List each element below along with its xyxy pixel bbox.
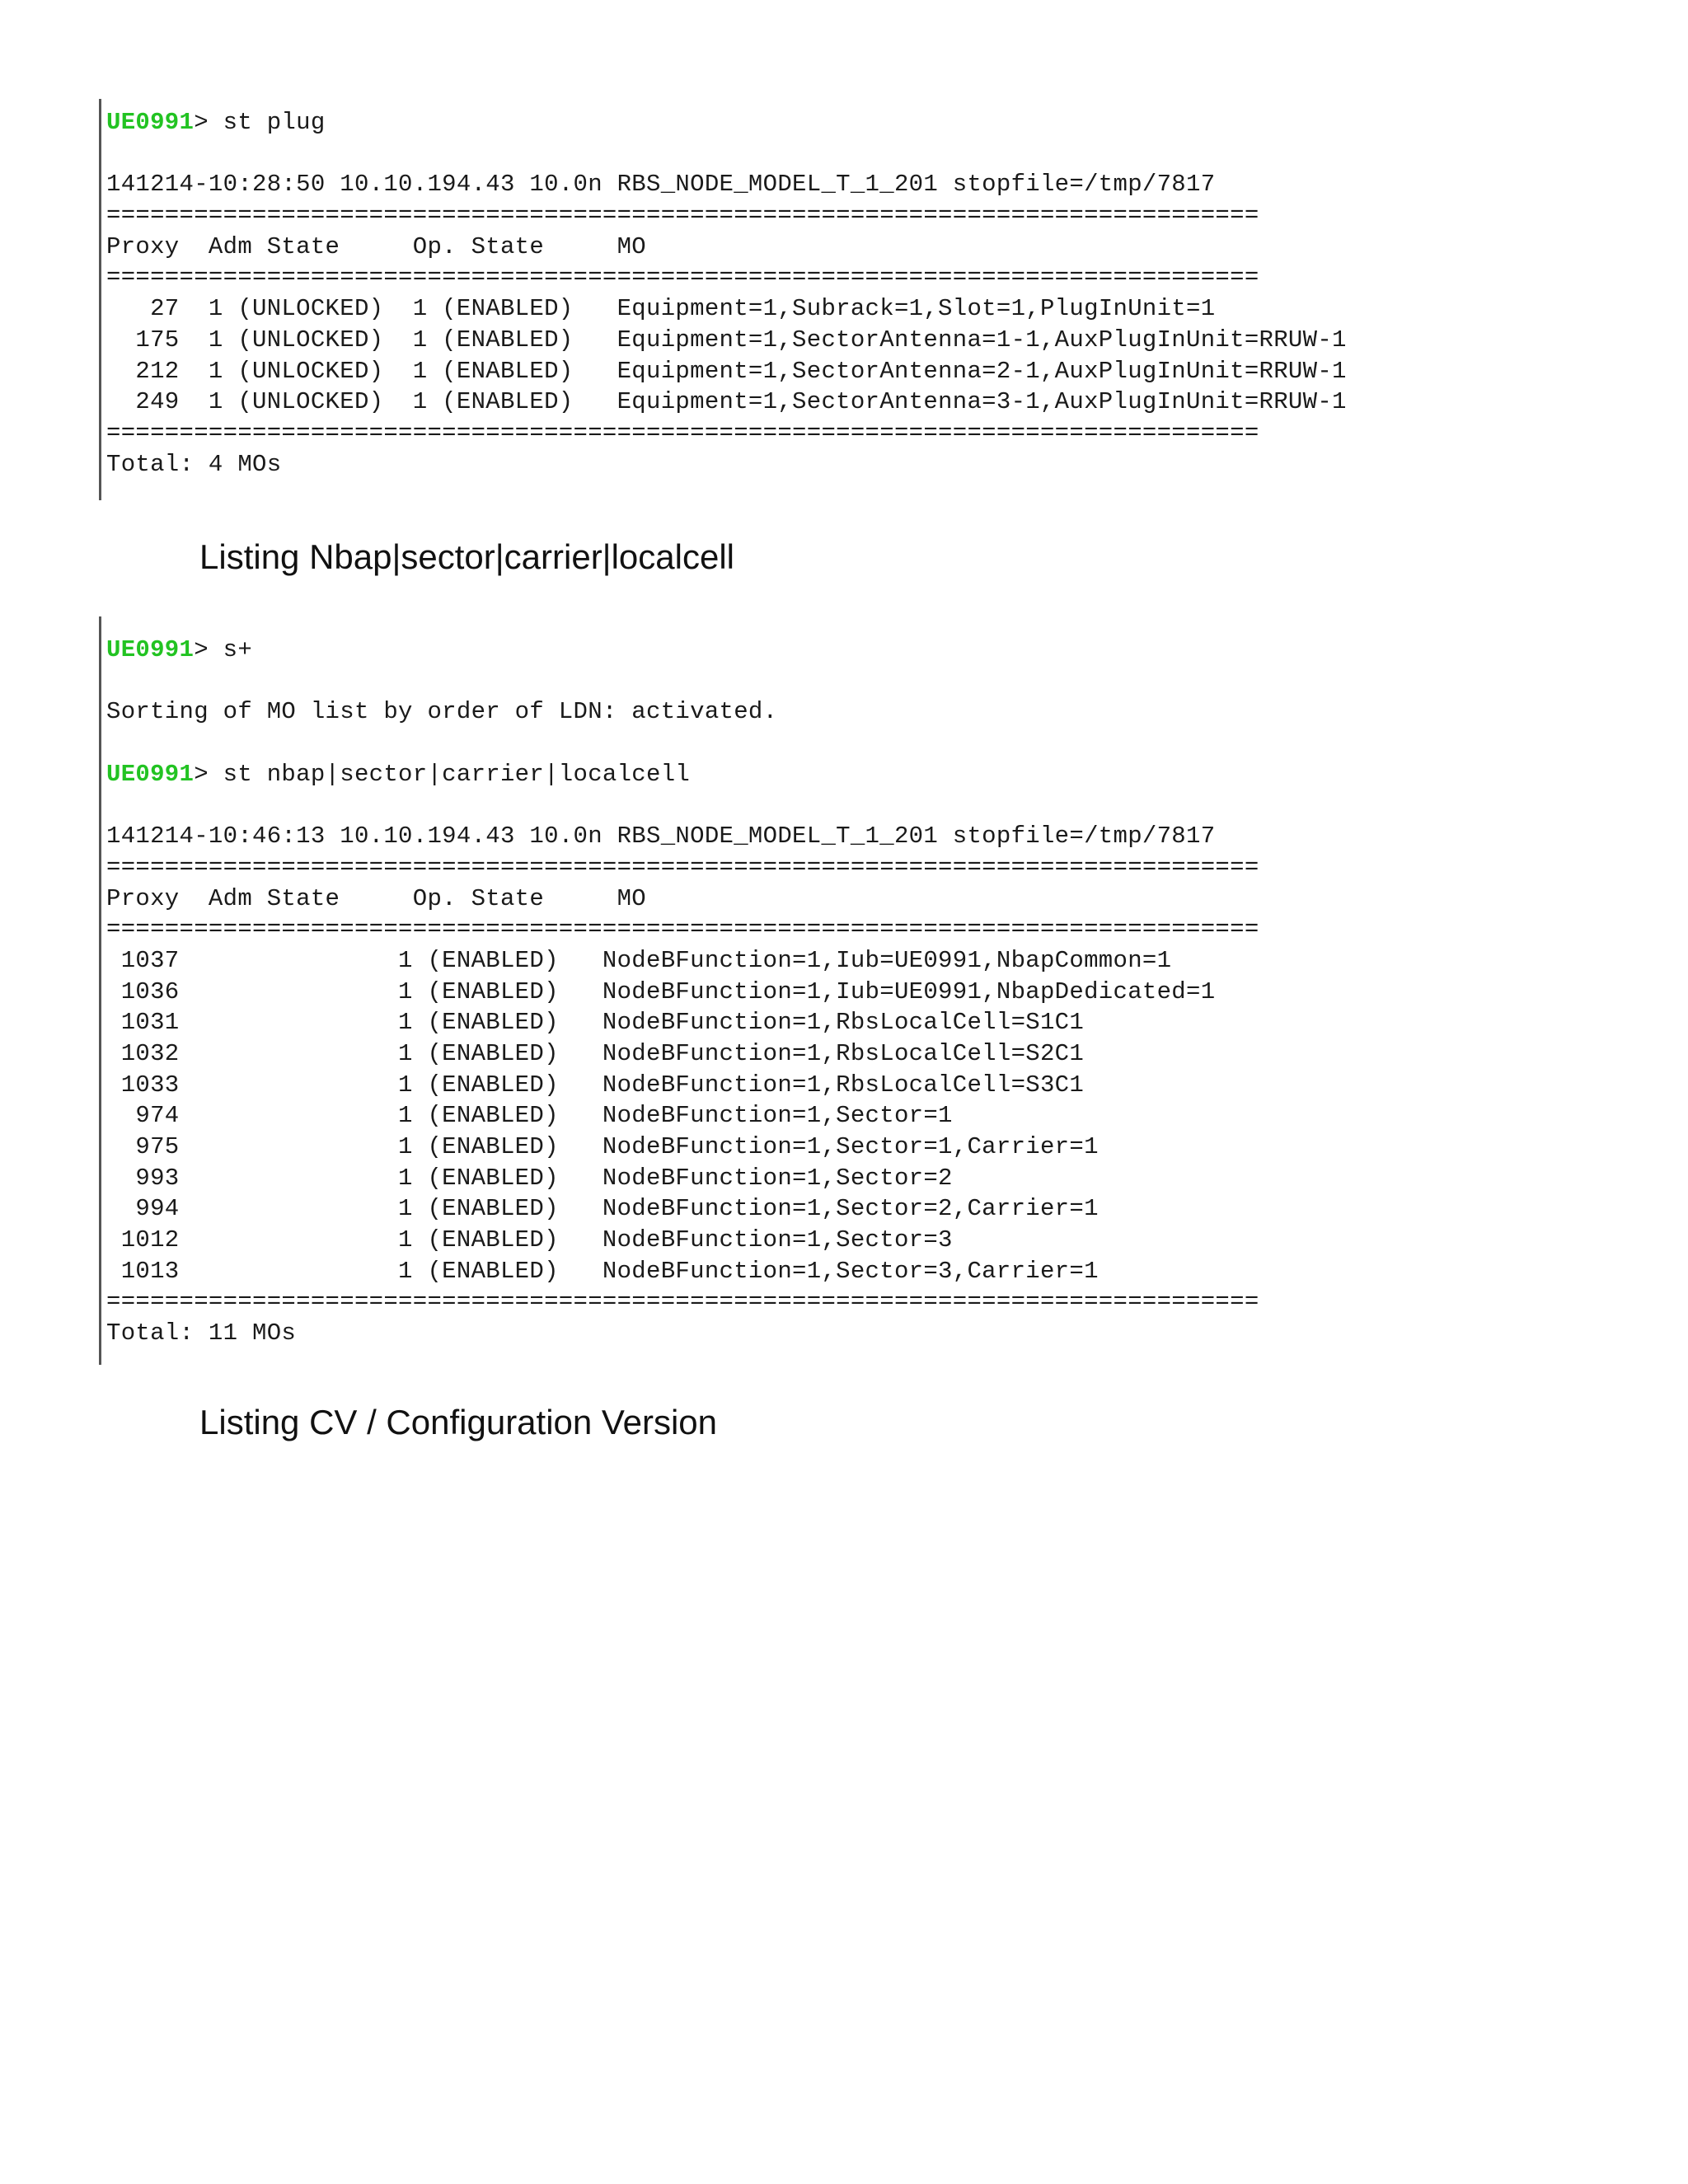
blank-line [106, 728, 1259, 759]
table-row: 1031 1 (ENABLED) NodeBFunction=1,RbsLocalCell=S1C1 [106, 1009, 1085, 1037]
table-row: 993 1 (ENABLED) NodeBFunction=1,Sector=2 [106, 1164, 953, 1192]
header-info: 141214-10:28:50 10.10.194.43 10.0n RBS_NODE_MODEL_T_1_201 stopfile=/tmp/7817 [106, 171, 1216, 199]
table-row: 175 1 (UNLOCKED) 1 (ENABLED) Equipment=1,SectorAntenna=1-1,AuxPlugInUnit=RRUW-1 [106, 326, 1347, 354]
blank-line [106, 138, 1347, 170]
table-row: 212 1 (UNLOCKED) 1 (ENABLED) Equipment=1,SectorAntenna=2-1,AuxPlugInUnit=RRUW-1 [106, 357, 1347, 385]
table-row: 975 1 (ENABLED) NodeBFunction=1,Sector=1,Carrier=1 [106, 1133, 1099, 1160]
table-row: 974 1 (ENABLED) NodeBFunction=1,Sector=1 [106, 1102, 953, 1130]
table-row: 1032 1 (ENABLED) NodeBFunction=1,RbsLocalCell=S2C1 [106, 1039, 1085, 1067]
prompt: UE0991 [106, 636, 195, 663]
total-line: Total: 11 MOs [106, 1319, 297, 1347]
separator: =============================================================================== [106, 916, 1259, 944]
table-row: 1036 1 (ENABLED) NodeBFunction=1,Iub=UE0991,NbapDedicated=1 [106, 977, 1216, 1005]
table-row: 1033 1 (ENABLED) NodeBFunction=1,RbsLocalCell=S3C1 [106, 1071, 1085, 1099]
separator: =============================================================================== [106, 853, 1259, 881]
total-line: Total: 4 MOs [106, 450, 282, 478]
prompt: UE0991 [106, 109, 195, 136]
terminal-output-plug [99, 99, 1347, 500]
sorting-message: Sorting of MO list by order of LDN: activated. [106, 698, 778, 726]
table-row: 27 1 (UNLOCKED) 1 (ENABLED) Equipment=1,Subrack=1,Slot=1,PlugInUnit=1 [106, 295, 1216, 323]
prompt-line [106, 107, 1347, 138]
header-info: 141214-10:46:13 10.10.194.43 10.0n RBS_NODE_MODEL_T_1_201 stopfile=/tmp/7817 [106, 823, 1216, 851]
command: > st plug [194, 109, 326, 136]
section-heading-cv: Listing CV / Configuration Version [199, 1403, 718, 1441]
separator: =============================================================================== [106, 264, 1259, 292]
blank-line [106, 790, 1259, 821]
column-headers: Proxy Adm State Op. State MO [106, 884, 647, 912]
table-row: 1037 1 (ENABLED) NodeBFunction=1,Iub=UE0991,NbapCommon=1 [106, 946, 1172, 974]
table-row: 1012 1 (ENABLED) NodeBFunction=1,Sector=3 [106, 1226, 953, 1254]
terminal-output-nbap [99, 616, 1259, 1365]
separator: =============================================================================== [106, 202, 1259, 230]
prompt-line [106, 635, 1259, 666]
prompt-line [106, 759, 1259, 790]
blank-line [106, 666, 1259, 697]
section-heading-nbap: Listing Nbap|sector|carrier|localcell [199, 537, 734, 576]
prompt: UE0991 [106, 760, 195, 788]
command: > s+ [194, 636, 253, 663]
table-row: 994 1 (ENABLED) NodeBFunction=1,Sector=2,Carrier=1 [106, 1195, 1099, 1223]
separator: =============================================================================== [106, 1288, 1259, 1316]
command: > st nbap|sector|carrier|localcell [194, 760, 691, 788]
table-row: 249 1 (UNLOCKED) 1 (ENABLED) Equipment=1,SectorAntenna=3-1,AuxPlugInUnit=RRUW-1 [106, 388, 1347, 416]
table-row: 1013 1 (ENABLED) NodeBFunction=1,Sector=3,Carrier=1 [106, 1257, 1099, 1285]
column-headers: Proxy Adm State Op. State MO [106, 232, 647, 260]
separator: =============================================================================== [106, 419, 1259, 447]
